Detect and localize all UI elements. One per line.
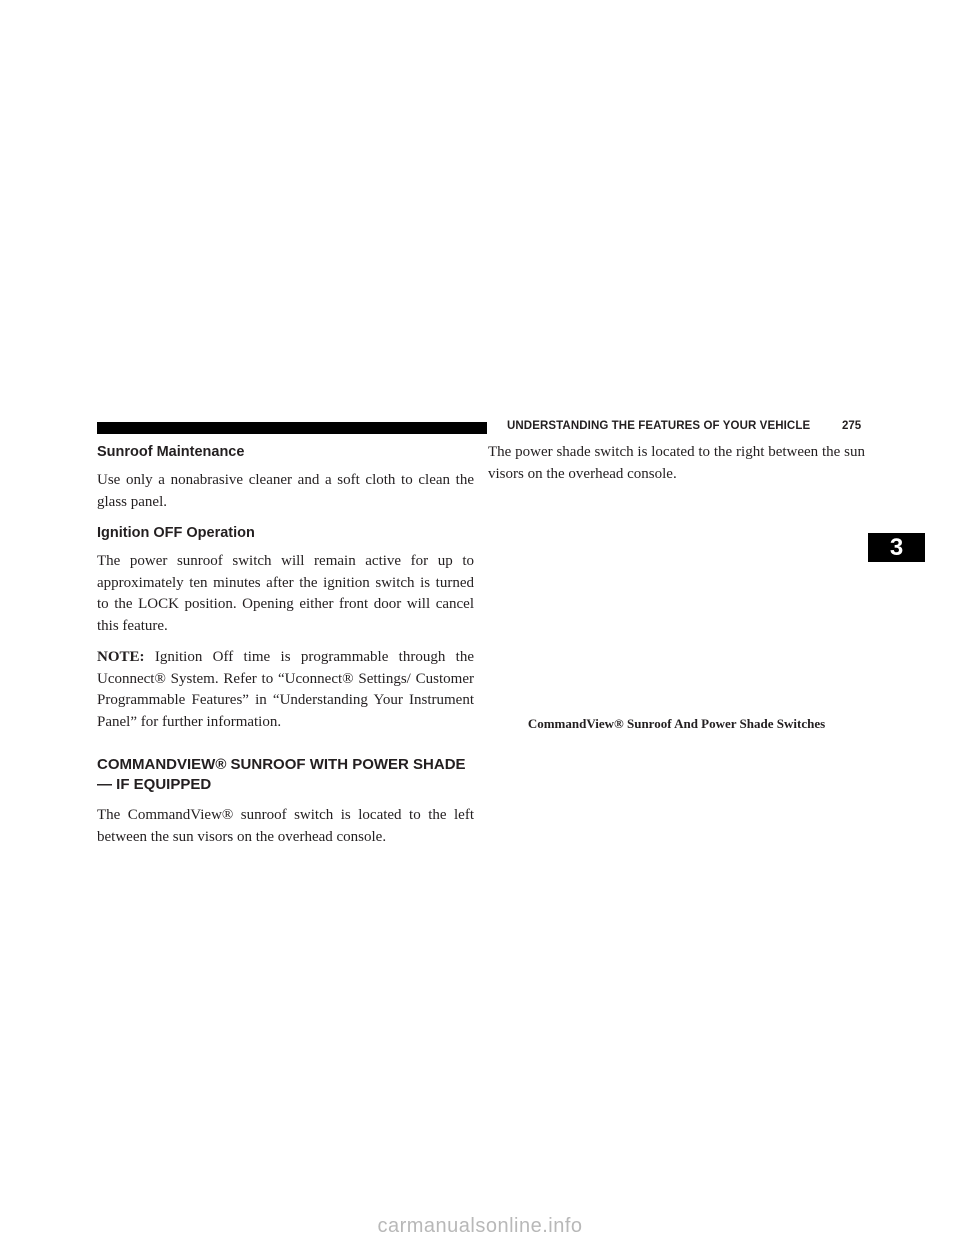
chapter-tab: 3 <box>868 533 925 562</box>
page-number: 275 <box>842 420 862 432</box>
right-column <box>488 442 865 733</box>
note-label: NOTE: <box>97 649 145 665</box>
power-shade-paragraph: The power shade switch is located to the right between the sun visors on the overhead console. <box>488 444 865 482</box>
header-rule <box>97 422 487 434</box>
running-header-title: UNDERSTANDING THE FEATURES OF YOUR VEHICLE <box>507 420 811 432</box>
figure-caption: CommandView® Sunroof And Power Shade Switches <box>527 716 826 731</box>
commandview-paragraph: The CommandView® sunroof switch is located to the left between the sun visors on the overhead console. <box>97 807 474 845</box>
ignition-off-heading: Ignition OFF Operation <box>97 525 255 541</box>
watermark: carmanualsonline.info <box>377 1215 583 1237</box>
ignition-off-paragraph: The power sunroof switch will remain active for up to approximately ten minutes after the ignition switch is turned to the LOCK position. Opening either front door will cancel this feature. <box>97 553 474 634</box>
figure-image-placeholder <box>488 495 865 715</box>
left-column <box>97 442 474 858</box>
note-text: Ignition Off time is programmable through the Uconnect® System. Refer to “Uconnect® Settings/ Customer Programmable Features” in “Understanding Your Instrument Panel” for further information. <box>97 649 474 730</box>
note-paragraph <box>97 647 474 733</box>
sunroof-maintenance-heading: Sunroof Maintenance <box>97 444 245 460</box>
sunroof-maintenance-paragraph: Use only a nonabrasive cleaner and a soft cloth to clean the glass panel. <box>97 472 474 510</box>
commandview-heading: COMMANDVIEW® SUNROOF WITH POWER SHADE — IF EQUIPPED <box>97 756 466 793</box>
